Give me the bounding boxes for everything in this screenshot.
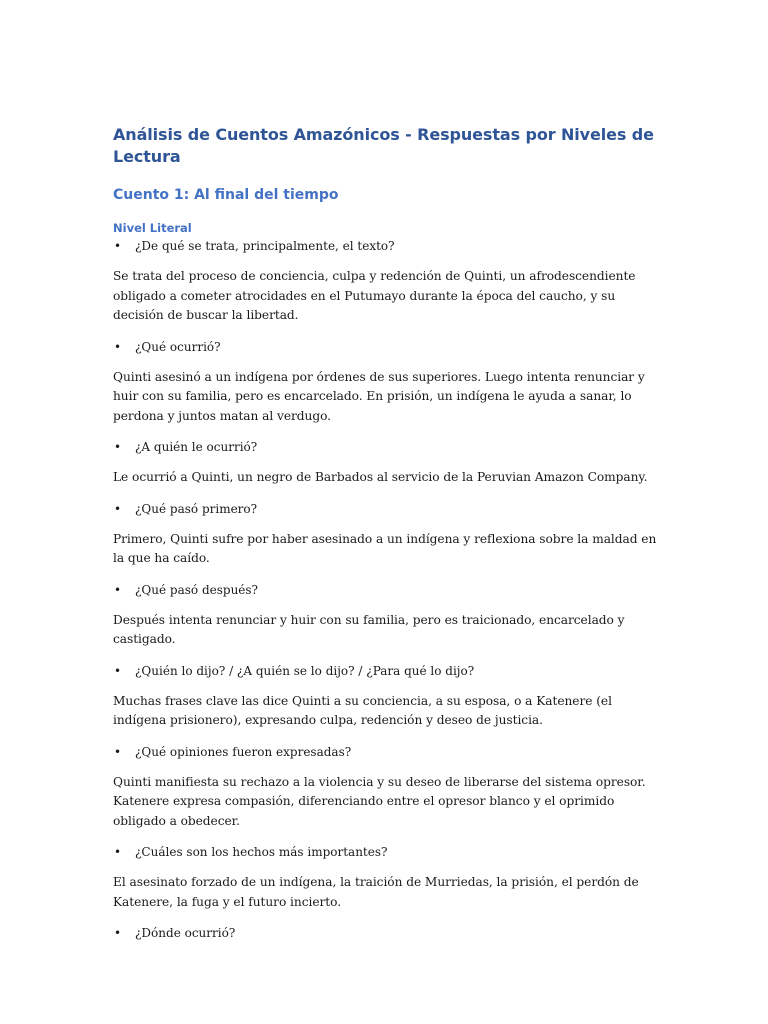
question-text: ¿Dónde ocurrió? [135,926,236,940]
answer-paragraph: Se trata del proceso de conciencia, culpa y redención de Quinti, un afrodescendiente obligado a cometer atrocidades en el Putumayo durante la época del caucho, y su decisión de buscar la libertad. [113,269,636,322]
question-text: ¿Qué ocurrió? [135,339,221,354]
answer-paragraph: Quinti manifiesta su rechazo a la violencia y su deseo de liberarse del sistema opresor. Katenere expresa compasión, diferenciando entre el opresor blanco y el oprimido obligado a obedecer. [113,774,646,828]
question-item [113,662,658,680]
bullet-icon: • [114,440,122,454]
question-text: ¿De qué se trata, principalmente, el texto? [135,239,395,253]
question-item [113,843,658,861]
bullet-icon: • [114,501,122,516]
question-item [113,500,658,518]
question-item [113,338,658,356]
question-text: ¿A quién le ocurrió? [135,440,258,454]
answer-paragraph: Primero, Quinti sufre por haber asesinado a un indígena y reflexiona sobre la maldad en la que ha caído. [113,531,657,565]
question-text: ¿Qué pasó después? [135,582,258,597]
question-text: ¿Qué pasó primero? [135,501,258,516]
answer-paragraph: Muchas frases clave las dice Quinti a su conciencia, a su esposa, o a Katenere (el indígena prisionero), expresando culpa, redención y deseo de justicia. [113,693,612,727]
story-heading: Cuento 1: Al final del tiempo [113,187,339,203]
bullet-icon: • [114,663,122,678]
answer-paragraph: El asesinato forzado de un indígena, la traición de Murriedas, la prisión, el perdón de Katenere, la fuga y el futuro incierto. [113,875,639,909]
bullet-icon: • [114,744,122,759]
qa-list [113,237,658,942]
bullet-icon: • [114,339,122,354]
question-item [113,237,658,255]
answer-paragraph: Le ocurrió a Quinti, un negro de Barbados al servicio de la Peruvian Amazon Company. [113,470,648,484]
question-text: ¿Qué opiniones fueron expresadas? [135,744,352,759]
level-heading: Nivel Literal [113,221,192,235]
bullet-icon: • [114,582,122,597]
question-item [113,743,658,761]
question-item [113,581,658,599]
question-text: ¿Quién lo dijo? / ¿A quién se lo dijo? / ¿Para qué lo dijo? [135,663,475,678]
bullet-icon: • [114,926,122,940]
bullet-icon: • [114,239,122,253]
bullet-icon: • [114,845,122,859]
answer-paragraph: Quinti asesinó a un indígena por órdenes de sus superiores. Luego intenta renunciar y huir con su familia, pero es encarcelado. En prisión, un indígena le ayuda a sanar, lo perdona y juntos matan al verdugo. [113,369,645,423]
question-item [113,924,658,942]
answer-paragraph: Después intenta renunciar y huir con su familia, pero es traicionado, encarcelado y castigado. [113,612,625,646]
document-title: Análisis de Cuentos Amazónicos - Respuestas por Niveles de Lectura [113,125,654,166]
question-text: ¿Cuáles son los hechos más importantes? [135,845,388,859]
question-item [113,438,658,456]
